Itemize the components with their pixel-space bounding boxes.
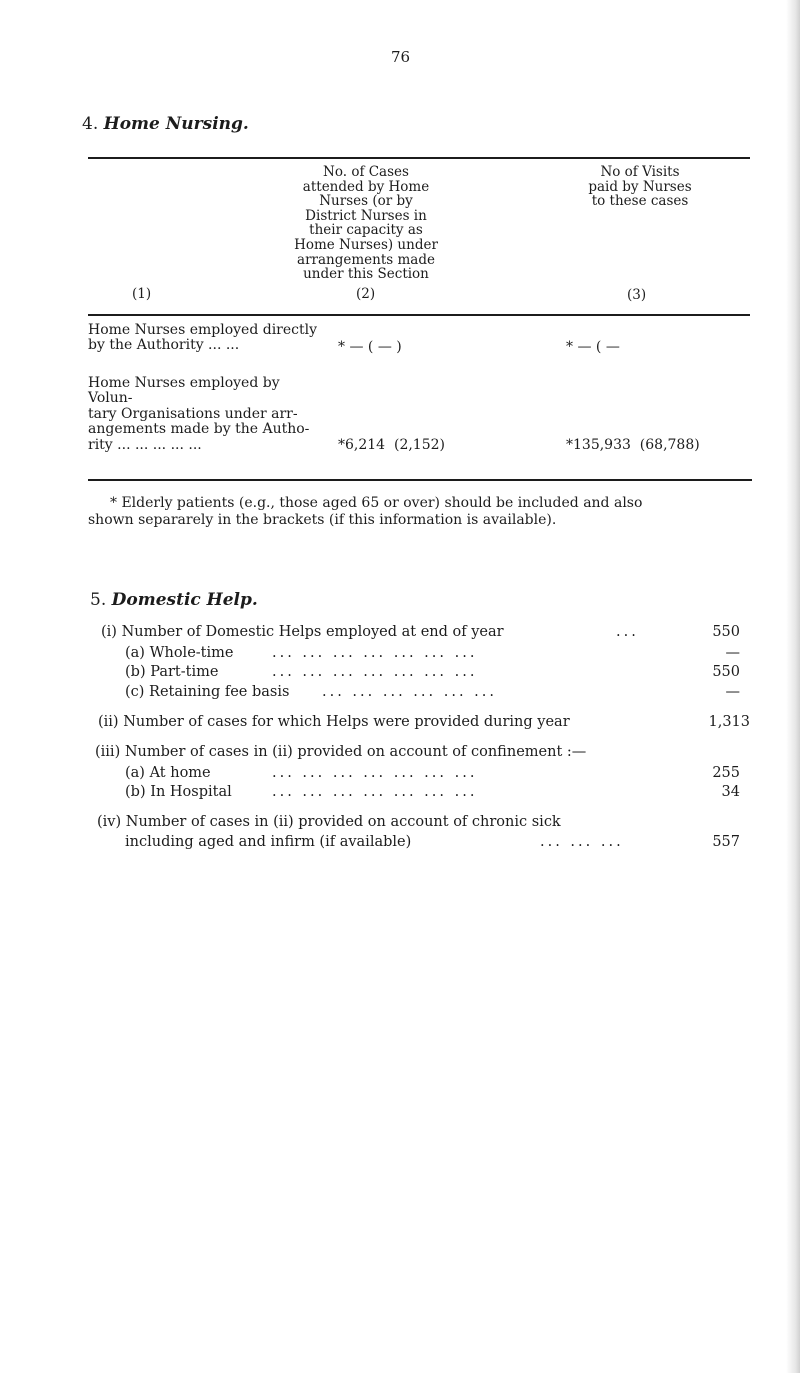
item-marker: (a): [125, 765, 145, 781]
item-value: 550: [712, 624, 740, 640]
item-text: Whole-time: [149, 645, 234, 661]
list-item: [97, 814, 561, 830]
item-value: 255: [712, 765, 740, 781]
list-item: [125, 645, 233, 661]
item-leader: ... ... ...: [540, 834, 624, 850]
item-value: —: [725, 645, 740, 661]
item-value: 550: [712, 664, 740, 680]
item-value: —: [725, 684, 740, 700]
list-item: [125, 784, 232, 800]
row-cases-value: * — ( — ): [338, 339, 402, 355]
list-item: [125, 834, 411, 850]
list-item: [125, 664, 218, 680]
row-label-text: Home Nurses employed by Volun- tary Organisations under arr- angements made by the Autho- rity: [88, 375, 310, 453]
column-number-1: (1): [132, 286, 152, 302]
item-text: Number of cases in (ii) provided on account of chronic sick: [125, 814, 561, 830]
item-marker: (i): [101, 624, 117, 640]
page-edge-shadow: [786, 0, 800, 1373]
item-leader: ... ... ... ... ... ... ...: [272, 765, 478, 781]
row-leader-dots: ... ... ... ... ...: [112, 436, 202, 453]
list-item: [95, 744, 586, 760]
item-marker: (iii): [95, 744, 121, 760]
item-value: 34: [721, 784, 740, 800]
column-number-3: (3): [627, 287, 647, 303]
list-item: [125, 765, 211, 781]
item-marker: (b): [125, 784, 146, 800]
column-number-2: (2): [356, 286, 376, 302]
section-4-heading: [82, 114, 249, 134]
row-label-text: Home Nurses employed directly by the Authority: [88, 322, 318, 354]
row-cases-value: *6,214 (2,152): [338, 437, 445, 453]
footnote-line-1: * Elderly patients (e.g., those aged 65 or over) should be included and also: [110, 495, 643, 511]
table-row-label: [88, 376, 328, 453]
section-5-title: Domestic Help.: [111, 590, 258, 610]
item-marker: (b): [125, 664, 146, 680]
table-row-label: [88, 323, 328, 354]
item-marker: (a): [125, 645, 145, 661]
item-text: Part-time: [150, 664, 219, 680]
item-marker: (c): [125, 684, 145, 700]
item-leader: ... ... ... ... ... ... ...: [272, 784, 478, 800]
item-value: 1,313: [708, 714, 750, 730]
item-value: 557: [712, 834, 740, 850]
row-visits-value: * — ( —: [566, 339, 620, 355]
column-header-visits: No of Visits paid by Nurses to these cases: [588, 164, 692, 210]
list-item: [98, 714, 570, 730]
item-leader: ... ... ... ... ... ...: [322, 684, 498, 700]
item-marker: (iv): [97, 814, 122, 830]
item-text: At home: [149, 765, 211, 781]
item-text: including aged and infirm (if available): [125, 834, 412, 850]
item-text: In Hospital: [150, 784, 232, 800]
section-4-number: 4.: [82, 114, 99, 134]
item-text: Retaining fee basis: [149, 684, 290, 700]
row-visits-value: *135,933 (68,788): [566, 437, 700, 453]
section-5-number: 5.: [90, 590, 107, 610]
row-leader-dots: ... ...: [203, 337, 240, 354]
footnote-line-2: shown separarely in the brackets (if this information is available).: [88, 512, 557, 528]
table-top-rule: [88, 157, 750, 159]
page-number: 76: [391, 48, 411, 66]
item-leader: ... ... ... ... ... ... ...: [272, 664, 478, 680]
item-marker: (ii): [98, 714, 119, 730]
list-item: [125, 684, 289, 700]
item-text: Number of cases for which Helps were provided during year: [123, 714, 570, 730]
column-header-cases: No. of Cases attended by Home Nurses (or by District Nurses in their capacity as Home Nurses) under arrangements made under this Section: [294, 164, 438, 283]
section-4-title: Home Nursing.: [103, 114, 249, 134]
section-5-heading: [90, 590, 258, 610]
item-leader: ... ... ... ... ... ... ...: [272, 645, 478, 661]
item-text: Number of Domestic Helps employed at end of year: [121, 624, 504, 640]
item-text: Number of cases in (ii) provided on account of confinement :—: [124, 744, 587, 760]
table-header-rule: [88, 314, 750, 316]
table-bottom-rule: [88, 479, 752, 481]
list-item: [101, 624, 504, 640]
item-leader: ...: [616, 624, 639, 640]
